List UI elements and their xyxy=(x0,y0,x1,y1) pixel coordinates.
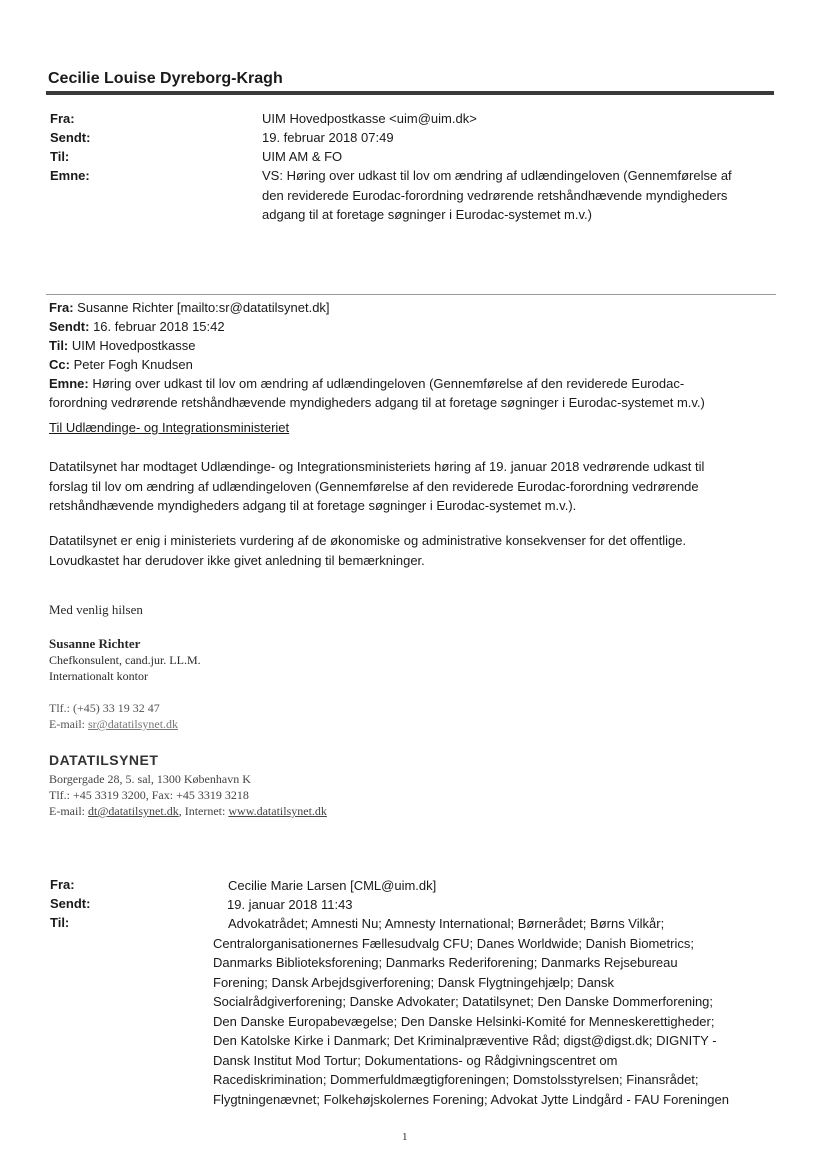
fwd-sent-value: 16. februar 2018 15:42 xyxy=(89,319,225,334)
org-address: Borgergade 28, 5. sal, 1300 København K xyxy=(49,772,251,786)
paragraph-line: forslag til lov om ændring af udlændingeloven (Gennemførelse af den reviderede Eurodac-forordning vedrørende xyxy=(49,478,699,494)
subject-value xyxy=(262,166,772,225)
orig-to-label: Til: xyxy=(50,915,70,930)
recipient-line: Den Katolske Kirke i Danmark; Det Kriminalpræventive Råd; digst@digst.dk; DIGNITY - xyxy=(213,1033,717,1048)
recipient-line: Socialrådgiverforening; Danske Advokater; Datatilsynet; Den Danske Dommerforening; xyxy=(213,994,714,1009)
signature-email-link[interactable]: sr@datatilsynet.dk xyxy=(88,717,179,731)
signature-name: Susanne Richter xyxy=(49,636,141,651)
to-value: UIM AM & FO xyxy=(262,149,343,164)
subject-label: Emne: xyxy=(50,168,90,183)
forwarded-header xyxy=(49,298,784,412)
fwd-cc-row xyxy=(49,355,784,374)
orig-sent-value: 19. januar 2018 11:43 xyxy=(227,897,353,912)
fwd-cc-label: Cc: xyxy=(49,357,70,372)
fwd-from-label: Fra: xyxy=(49,300,74,315)
fwd-subject-row xyxy=(49,374,784,393)
fwd-to-value: UIM Hovedpostkasse xyxy=(68,338,196,353)
body-paragraph-2 xyxy=(49,531,764,570)
recipient-line: Racediskrimination; Dommerfuldmægtigforeningen; Domstolsstyrelsen; Finansrådet; xyxy=(213,1072,699,1087)
fwd-to-row xyxy=(49,336,784,355)
forward-divider xyxy=(46,294,776,295)
recipient-line: Forening; Dansk Arbejdsgiverforening; Dansk Flygtningehjælp; Dansk xyxy=(213,974,615,990)
orig-to-value xyxy=(213,914,773,1109)
fwd-sent-label: Sendt: xyxy=(49,319,90,334)
org-website-link[interactable]: www.datatilsynet.dk xyxy=(228,804,327,818)
sent-label: Sendt: xyxy=(50,130,91,145)
page-number: 1 xyxy=(402,1131,408,1143)
fwd-cc-value: Peter Fogh Knudsen xyxy=(69,357,193,372)
sent-value: 19. februar 2018 07:49 xyxy=(262,130,394,145)
subject-line: VS: Høring over udkast til lov om ændring af udlændingeloven (Gennemførelse af xyxy=(262,168,732,183)
recipient-line: Centralorganisationernes Fællesudvalg CFU; Danes Worldwide; Danish Biometrics; xyxy=(213,935,694,951)
signature-phone: Tlf.: (+45) 33 19 32 47 xyxy=(49,701,160,715)
fwd-subject-label: Emne: xyxy=(49,376,89,391)
fwd-from-row xyxy=(49,298,784,317)
subject-line: den reviderede Eurodac-forordning vedrørende retshåndhævende myndigheders xyxy=(262,187,728,203)
to-label: Til: xyxy=(50,149,70,164)
signature-dept: Internationalt kontor xyxy=(49,669,148,683)
closing: Med venlig hilsen xyxy=(49,602,143,617)
orig-from-value: Cecilie Marie Larsen [CML@uim.dk] xyxy=(228,878,437,893)
sender-name: Cecilie Louise Dyreborg-Kragh xyxy=(48,70,283,87)
fwd-subject-value: Høring over udkast til lov om ændring af udlændingeloven (Gennemførelse af den reviderede Eurodac- xyxy=(88,376,685,391)
recipient-line: Danmarks Biblioteksforening; Danmarks Rederiforening; Danmarks Rejsebureau xyxy=(213,955,678,970)
signature-email-row xyxy=(49,716,178,732)
internet-label: , Internet: xyxy=(178,804,229,818)
recipient-line: Den Danske Europabevægelse; Den Danske Helsinki-Komité for Menneskerettigheder; xyxy=(213,1013,715,1029)
salutation: Til Udlændinge- og Integrationsministeriet xyxy=(49,420,290,435)
org-links-row xyxy=(49,803,327,819)
org-email-label: E-mail: xyxy=(49,804,88,818)
body-paragraph-1 xyxy=(49,457,764,516)
fwd-from-value: Susanne Richter [mailto:sr@datatilsynet.dk] xyxy=(73,300,330,315)
orig-from-label: Fra: xyxy=(50,877,75,892)
fwd-subject-row-2: forordning vedrørende retshåndhævende myndigheders adgang til at foretage søgninger i Eurodac-systemet m.v.) xyxy=(49,395,705,410)
recipient-line: Advokatrådet; Amnesti Nu; Amnesty International; Børnerådet; Børns Vilkår; xyxy=(228,916,665,931)
org-contact xyxy=(49,771,327,819)
signature-block xyxy=(49,636,201,684)
recipient-line: Dansk Institut Mod Tortur; Dokumentations- og Rådgivningscentret om xyxy=(213,1052,618,1068)
paragraph-line: Lovudkastet har derudover ikke givet anledning til bemærkninger. xyxy=(49,552,425,568)
signature-title: Chefkonsulent, cand.jur. LL.M. xyxy=(49,653,201,667)
fwd-to-label: Til: xyxy=(49,338,69,353)
signature-email-label: E-mail: xyxy=(49,717,88,731)
recipient-line: Flygtningenævnet; Folkehøjskolernes Forening; Advokat Jytte Lindgård - FAU Foreningen xyxy=(213,1091,729,1107)
orig-sent-label: Sendt: xyxy=(50,896,91,911)
from-label: Fra: xyxy=(50,111,75,126)
datatilsynet-logo: DATATILSYNET xyxy=(49,752,159,768)
from-value: UIM Hovedpostkasse <uim@uim.dk> xyxy=(262,111,477,126)
signature-contact xyxy=(49,700,178,732)
paragraph-line: Datatilsynet har modtaget Udlændinge- og Integrationsministeriets høring af 19. januar 2018 vedrørende udkast til xyxy=(49,459,705,474)
paragraph-line: retshåndhævende myndigheders adgang til at foretage søgninger i Eurodac-systemet m.v.). xyxy=(49,498,577,513)
org-email-link[interactable]: dt@datatilsynet.dk xyxy=(88,804,179,818)
subject-line: adgang til at foretage søgninger i Eurodac-systemet m.v.) xyxy=(262,207,592,222)
fwd-sent-row xyxy=(49,317,784,336)
header-divider xyxy=(46,91,774,95)
paragraph-line: Datatilsynet er enig i ministeriets vurdering af de økonomiske og administrative konsekvenser for det offentlige. xyxy=(49,533,687,548)
org-phone-fax: Tlf.: +45 3319 3200, Fax: +45 3319 3218 xyxy=(49,788,249,802)
